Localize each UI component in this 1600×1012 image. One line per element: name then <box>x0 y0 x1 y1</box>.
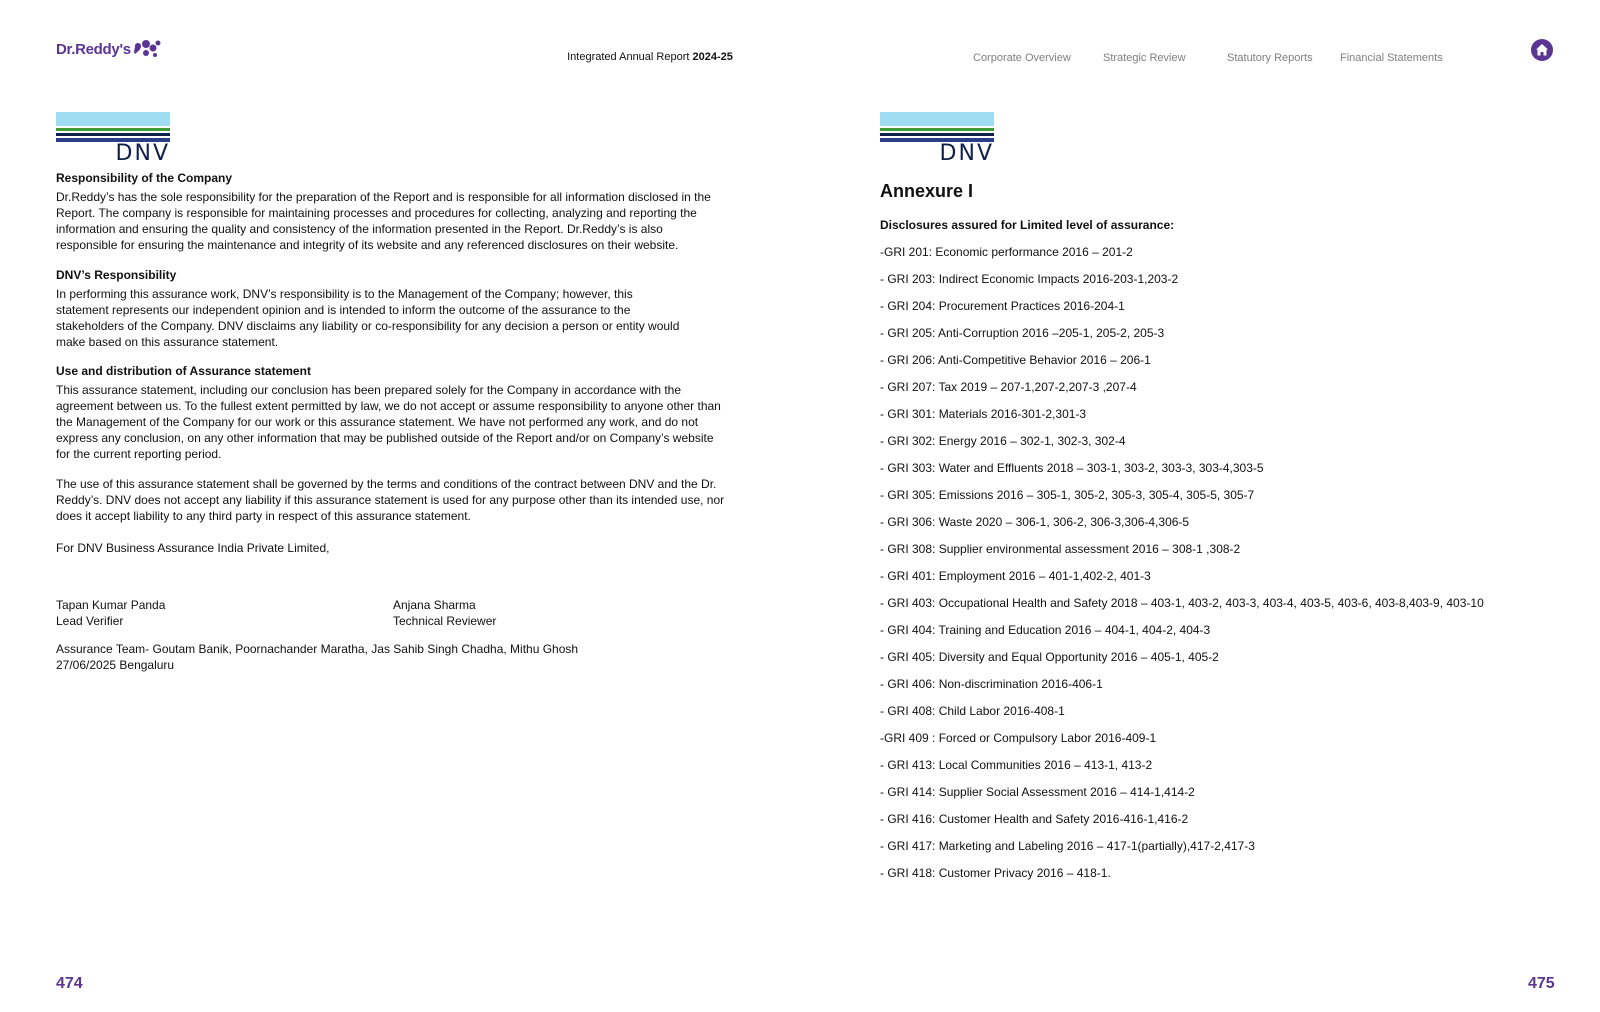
home-icon <box>1534 42 1550 58</box>
dnv-responsibility-heading: DNV’s Responsibility <box>56 268 177 282</box>
use-distribution-text-2: The use of this assurance statement shall be governed by the terms and conditions of the contract between DNV and the Dr. Reddy’s. DNV does not accept any liability if this assurance statement is used for any purpose other than its intended use, nor does it accept liability to any third party in respect of this assurance statement. <box>56 477 725 523</box>
nav-statutory-reports[interactable]: Statutory Reports <box>1227 52 1313 64</box>
signatory-2-role: Technical Reviewer <box>393 614 497 628</box>
use-distribution-heading: Use and distribution of Assurance statement <box>56 364 311 378</box>
assurance-team: Assurance Team- Goutam Banik, Poornachander Maratha, Jas Sahib Singh Chadha, Mithu Ghosh <box>56 642 579 656</box>
gri-item: - GRI 416: Customer Health and Safety 2016-416-1,416-2 <box>880 812 1189 826</box>
responsibility-text: Dr.Reddy’s has the sole responsibility for the preparation of the Report and is responsible for all information disclosed in the Report. The company is responsible for maintaining processes and procedures for collecting, analyzing and reporting the information and ensuring the quality and consistency of the information presented in the Report. Dr.Reddy’s is also responsible for ensuring the maintenance and integrity of its website and any referenced disclosures on their website. <box>56 190 711 252</box>
signatory-2 <box>393 597 496 629</box>
gri-item: - GRI 306: Waste 2020 – 306-1, 306-2, 306-3,306-4,306-5 <box>880 515 1190 529</box>
gri-item: - GRI 207: Tax 2019 – 207-1,207-2,207-3 ,207-4 <box>880 380 1137 394</box>
nav-financial-statements[interactable]: Financial Statements <box>1340 52 1443 64</box>
gri-item: - GRI 403: Occupational Health and Safety 2018 – 403-1, 403-2, 403-3, 403-4, 403-5, 403-6, 403-8,403-9, 403-10 <box>880 596 1484 610</box>
gri-item: - GRI 408: Child Labor 2016-408-1 <box>880 704 1065 718</box>
page-number-right: 475 <box>1528 975 1555 992</box>
gri-item: - GRI 308: Supplier environmental assessment 2016 – 308-1 ,308-2 <box>880 542 1241 556</box>
gri-disclosure-list <box>880 244 1484 892</box>
report-year: 2024-25 <box>692 51 733 63</box>
gri-item: - GRI 418: Customer Privacy 2016 – 418-1. <box>880 866 1111 880</box>
signatory-2-name: Anjana Sharma <box>393 598 476 612</box>
signatory-1 <box>56 597 165 629</box>
dnv-logo-text: DNV <box>115 141 170 166</box>
signatory-1-role: Lead Verifier <box>56 614 124 628</box>
dnv-logo-text: DNV <box>939 141 994 166</box>
gri-item: - GRI 301: Materials 2016-301-2,301-3 <box>880 407 1087 421</box>
gri-item: - GRI 303: Water and Effluents 2018 – 303-1, 303-2, 303-3, 303-4,303-5 <box>880 461 1264 475</box>
gri-item: - GRI 406: Non-discrimination 2016-406-1 <box>880 677 1103 691</box>
dnv-responsibility-text: In performing this assurance work, DNV’s responsibility is to the Management of the Company; however, this statement represents our independent opinion and is intended to inform the outcome of the assurance to the stakeholders of the Company. DNV disclaims any liability or co-responsibility for any decision a person or entity would make based on this assurance statement. <box>56 287 680 349</box>
gri-item: - GRI 404: Training and Education 2016 – 404-1, 404-2, 404-3 <box>880 623 1211 637</box>
gri-item: - GRI 204: Procurement Practices 2016-204-1 <box>880 299 1125 313</box>
logo-text: Dr.Reddy's <box>56 40 131 58</box>
gri-item: - GRI 206: Anti-Competitive Behavior 2016 – 206-1 <box>880 353 1151 367</box>
gri-item: -GRI 409 : Forced or Compulsory Labor 2016-409-1 <box>880 731 1157 745</box>
report-title-text: Integrated Annual Report <box>567 51 690 63</box>
gri-item: - GRI 205: Anti-Corruption 2016 –205-1, 205-2, 205-3 <box>880 326 1165 340</box>
dnv-logo-right <box>880 112 994 164</box>
annexure-subtitle: Disclosures assured for Limited level of assurance: <box>880 218 1175 232</box>
use-distribution-text-1: This assurance statement, including our conclusion has been prepared solely for the Company in accordance with the agreement between us. To the fullest extent permitted by law, we do not accept or assume responsibility to anyone other than the Management of the Company for our work or this assurance statement. We have not performed any work, and do not express any conclusion, on any other information that may be published outside of the Report and/or on Company’s website for the current reporting period. <box>56 383 721 461</box>
for-dnv-line: For DNV Business Assurance India Private Limited, <box>56 541 330 555</box>
nav-corporate-overview[interactable]: Corporate Overview <box>973 52 1071 64</box>
dnv-logo-left <box>56 112 170 164</box>
nav-strategic-review[interactable]: Strategic Review <box>1103 52 1186 64</box>
gri-item: - GRI 417: Marketing and Labeling 2016 – 417-1(partially),417-2,417-3 <box>880 839 1255 853</box>
signatory-1-name: Tapan Kumar Panda <box>56 598 166 612</box>
annexure-title: Annexure I <box>880 181 974 201</box>
gri-item: - GRI 302: Energy 2016 – 302-1, 302-3, 302-4 <box>880 434 1126 448</box>
gri-item: - GRI 203: Indirect Economic Impacts 2016-203-1,203-2 <box>880 272 1179 286</box>
gri-item: - GRI 413: Local Communities 2016 – 413-1, 413-2 <box>880 758 1153 772</box>
gri-item: - GRI 401: Employment 2016 – 401-1,402-2, 401-3 <box>880 569 1151 583</box>
date-place: 27/06/2025 Bengaluru <box>56 658 175 672</box>
responsibility-heading: Responsibility of the Company <box>56 171 233 185</box>
gri-item: - GRI 414: Supplier Social Assessment 2016 – 414-1,414-2 <box>880 785 1195 799</box>
gri-item: -GRI 201: Economic performance 2016 – 201-2 <box>880 245 1133 259</box>
gri-item: - GRI 305: Emissions 2016 – 305-1, 305-2, 305-3, 305-4, 305-5, 305-7 <box>880 488 1255 502</box>
gri-item: - GRI 405: Diversity and Equal Opportunity 2016 – 405-1, 405-2 <box>880 650 1219 664</box>
home-button[interactable] <box>1531 39 1553 61</box>
page-number-left: 474 <box>56 975 83 992</box>
